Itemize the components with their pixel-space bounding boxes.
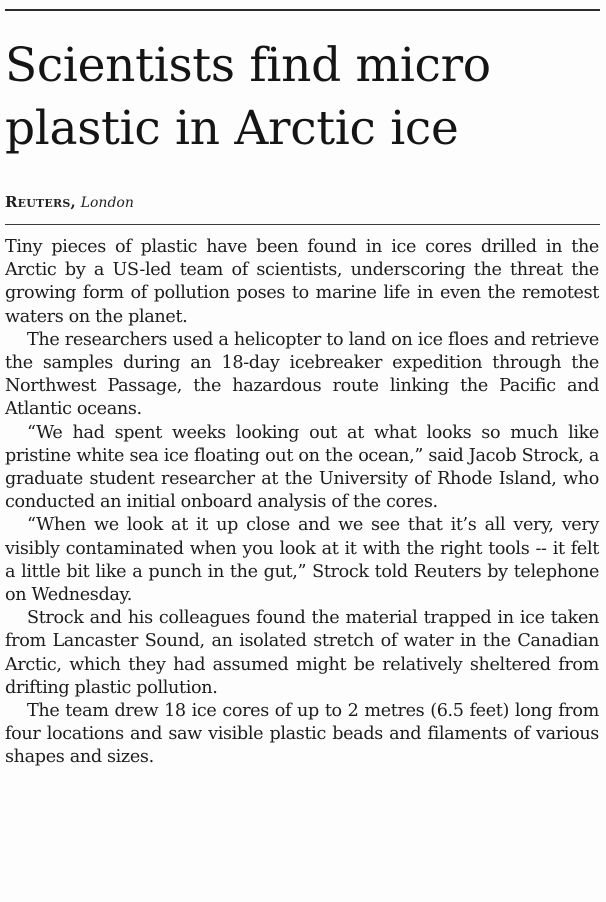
byline-location: London [80, 195, 134, 211]
paragraph-4: “When we look at it up close and we see that it’s all very, very visibly contaminated when you look at it with the right tools -- it felt a little bit like a punch in the gut,” Strock told Reuters by telephone on Wednesday. [5, 515, 599, 606]
top-rule [5, 9, 600, 11]
paragraph-6: The team drew 18 ice cores of up to 2 metres (6.5 feet) long from four locations and saw visible plastic beads and filaments of various shapes and sizes. [5, 701, 599, 768]
paragraph-1: Tiny pieces of plastic have been found in ice cores drilled in the Arctic by a US-led team of scientists, underscoring the threat the growing form of pollution poses to marine life in even the remotest waters on the planet. [5, 237, 599, 327]
byline [5, 193, 134, 212]
byline-rule [5, 224, 600, 225]
headline: Scientists find micro plastic in Arctic ice [5, 38, 491, 156]
paragraph-5: Strock and his colleagues found the material trapped in ice taken from Lancaster Sound, an isolated stretch of water in the Canadian Arctic, which they had assumed might be relatively sheltered from drifting plastic pollution. [5, 608, 599, 698]
byline-agency: Reuters, [5, 193, 76, 211]
paragraph-2: The researchers used a helicopter to land on ice floes and retrieve the samples during an 18-day icebreaker expedition through the Northwest Passage, the hazardous route linking the Pacific and Atlantic oceans. [5, 329, 599, 420]
article-body [5, 236, 599, 770]
paragraph-3: “We had spent weeks looking out at what looks so much like pristine white sea ice floating out on the ocean,” said Jacob Strock, a graduate student researcher at the University of Rhode Island, who conducted an initial onboard analysis of the cores. [5, 422, 599, 513]
